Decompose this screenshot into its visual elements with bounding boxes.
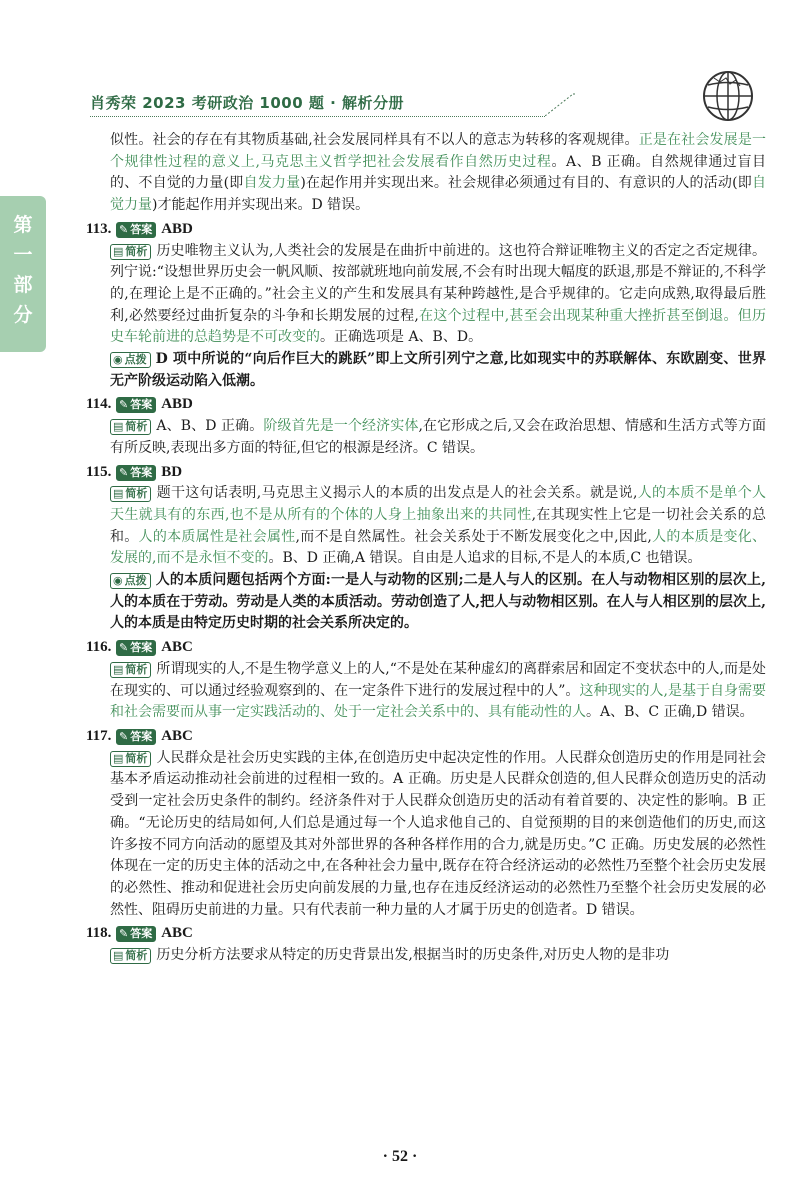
answer-tag: ✎ 答案 [116,222,156,238]
highlight-text: 阶级首先是一个经济实体 [263,418,419,435]
question-114-answer-row [86,394,766,416]
pencil-icon: ✎ [119,465,129,479]
question-116-answer-row [86,637,766,659]
book-title: 肖秀荣 2023 考研政治 1000 题 · 解析分册 [90,94,405,112]
answer-value: ABC [161,639,193,656]
question-117-answer-row [86,726,766,748]
question-115-answer-row [86,462,766,484]
book-icon: ▤ [113,949,124,963]
answer-value: ABC [161,727,193,744]
tip-tag: ◉ 点拨 [110,573,151,589]
analysis-tag: ▤ 简析 [110,486,151,502]
page-content [86,130,766,967]
question-118-analysis: ▤ 简析 历史分析方法要求从特定的历史背景出发,根据当时的历史条件,对历史人物的是非功 [86,945,766,967]
book-icon: ▤ [113,487,124,501]
highlight-text: 这种现实的人,是基于自身需要和社会需要而从事一定实践活动的、处于一定社会关系中的、具有能动性的人 [110,682,766,721]
answer-value: ABD [161,220,193,237]
question-116-analysis: ▤ 简析 所谓现实的人,不是生物学意义上的人,“不是处在某种虚幻的离群索居和固定不变状态中的人,而是处在现实的、可以通过经验观察到的、在一定条件下进行的发展过程中的人”。这种现实的人,是基于自身需要和社会需要而从事一定实践活动的、处于一定社会关系中的、具有能动性的人。A、B、C 正确,D 错误。 [110,660,766,721]
book-icon: ▤ [113,420,124,434]
analysis-tag: ▤ 简析 [110,948,151,964]
question-118-answer-row [86,923,766,945]
highlight-text: 自发力量 [243,175,301,192]
globe-icon [700,68,756,124]
highlight-text: 人的本质属性是社会属性 [138,528,296,545]
highlight-text: 人的本质是变化、发展的,而不是永恒不变的 [110,528,767,567]
book-icon: ▤ [113,751,124,765]
header-rule [90,116,545,117]
question-number: 118. [86,925,112,942]
highlight-text: 在这个过程中,甚至会出现某种重大挫折甚至倒退。但历史车轮前进的总趋势是不可改变的 [110,307,767,346]
question-117-analysis: ▤ 简析 人民群众是社会历史实践的主体,在创造历史中起决定性的作用。人民群众创造历史的作用是同社会基本矛盾运动推动社会前进的过程相一致的。A 正确。历史是人民群众创造的,但人民群众创造历史的活动受到一定社会历史条件的制约。经济条件对于人民群众创造历史的活动有着首要的、决定性的影响。B 正确。“无论历史的结局如何,人们总是通过每一个人追求他自己的、自觉预期的目的来创造他们的历史,而这许多按不同方向活动的愿望及其对外部世界的各种各样作用的合力,就是历史。”C 正确。历史发展的必然性体现在一定的历史主体的活动之中,在各种社会力量中,既存在符合经济运动的必然性乃至整个社会历史发展的必然性、推动和促进社会历史向前发展的力量,也存在违反经济运动的必然性乃至整个社会历史发展的必然性、阻碍历史前进的力量。只有代表前一种力量的人才属于历史的创造者。D 错误。 [110,749,766,918]
pencil-icon: ✎ [119,729,129,743]
pencil-icon: ✎ [119,927,129,941]
question-number: 115. [86,463,112,480]
question-113-answer-row [86,219,766,241]
pencil-icon: ✎ [119,641,129,655]
highlight-text: 正是在社会发展是一个规律性过程的意义上,马克思主义哲学把社会发展看作自然历史过程 [110,132,766,170]
question-113-tip: ◉ 点拨 D 项中所说的“向后作巨大的跳跃”即上文所引列宁之意,比如现实中的苏联解体、东欧剧变、世界无产阶级运动陷入低潮。 [110,351,766,389]
question-113-analysis: ▤ 简析 历史唯物主义认为,人类社会的发展是在曲折中前进的。这也符合辩证唯物主义的否定之否定规律。列宁说:“设想世界历史会一帆风顺、按部就班地向前发展,不会有时出现大幅度的跃退,那是不辩证的,不科学的,在理论上是不正确的。”社会主义的产生和发展具有某种跨越性,是合乎规律的。它走向成熟,取得最后胜利,必然要经过曲折复杂的斗争和长期发展的过程,在这个过程中,甚至会出现某种重大挫折甚至倒退。但历史车轮前进的总趋势是不可改变的。正确选项是 A、B、D。 [110,242,767,346]
page-number: · 52 · [382,1148,418,1165]
answer-tag: ✎ 答案 [116,729,156,745]
pencil-icon: ✎ [119,398,129,412]
question-number: 113. [86,220,112,237]
running-header [90,88,730,118]
question-114-analysis: ▤ 简析 A、B、D 正确。阶级首先是一个经济实体,在它形成之后,又会在政治思想、情感和生活方式等方面有所反映,表现出多方面的特征,但它的根源是经济。C 错误。 [110,418,767,456]
analysis-tag: ▤ 简析 [110,419,151,435]
intro-paragraph: 似性。社会的存在有其物质基础,社会发展同样具有不以人的意志为转移的客观规律。正是在社会发展是一个规律性过程的意义上,马克思主义哲学把社会发展看作自然历史过程。A、B 正确。自然规律通过盲目的、不自觉的力量(即自发力量)在起作用并实现出来。社会规律必须通过有目的、有意识的人的活动(即自觉力量)才能起作用并实现出来。D 错误。 [110,132,767,214]
question-115-analysis: ▤ 简析 题干这句话表明,马克思主义揭示人的本质的出发点是人的社会关系。就是说,人的本质不是单个人天生就具有的东西,也不是从所有的个体的人身上抽象出来的共同性,在其现实性上它是一切社会关系的总和。人的本质属性是社会属性,而不是自然属性。社会关系处于不断发展变化之中,因此,人的本质是变化、发展的,而不是永恒不变的。B、D 正确,A 错误。自由是人追求的目标,不是人的本质,C 也错误。 [110,485,767,567]
answer-value: BD [161,463,183,480]
book-icon: ▤ [113,244,124,258]
highlight-text: 人的本质不是单个人天生就具有的东西,也不是从所有的个体的人身上抽象出来的共同性 [110,485,767,523]
book-icon: ▤ [113,662,124,676]
section-tab [0,196,46,352]
pencil-icon: ✎ [119,222,129,236]
answer-value: ABC [161,925,193,942]
analysis-tag: ▤ 简析 [110,244,151,260]
answer-value: ABD [161,396,193,413]
question-115-tip: ◉ 点拨 人的本质问题包括两个方面:一是人与动物的区别;二是人与人的区别。在人与动物相区别的层次上,人的本质在于劳动。劳动是人类的本质活动。劳动创造了人,把人与动物相区别。在人与人相区别的层次上,人的本质是由特定历史时期的社会关系所决定的。 [110,572,766,632]
answer-tag: ✎ 答案 [116,397,156,413]
analysis-tag: ▤ 简析 [110,662,151,678]
header-rule-accent [545,92,575,116]
analysis-tag: ▤ 简析 [110,751,151,767]
question-number: 117. [86,727,112,744]
tip-tag: ◉ 点拨 [110,352,151,368]
highlight-text: 自觉力量 [110,175,767,214]
question-number: 114. [86,396,112,413]
lightbulb-icon: ◉ [113,574,123,588]
answer-tag: ✎ 答案 [116,640,156,656]
question-number: 116. [86,639,112,656]
answer-tag: ✎ 答案 [116,465,156,481]
section-tab-label: 第一部分 [13,214,33,326]
answer-tag: ✎ 答案 [116,926,156,942]
lightbulb-icon: ◉ [113,353,123,367]
